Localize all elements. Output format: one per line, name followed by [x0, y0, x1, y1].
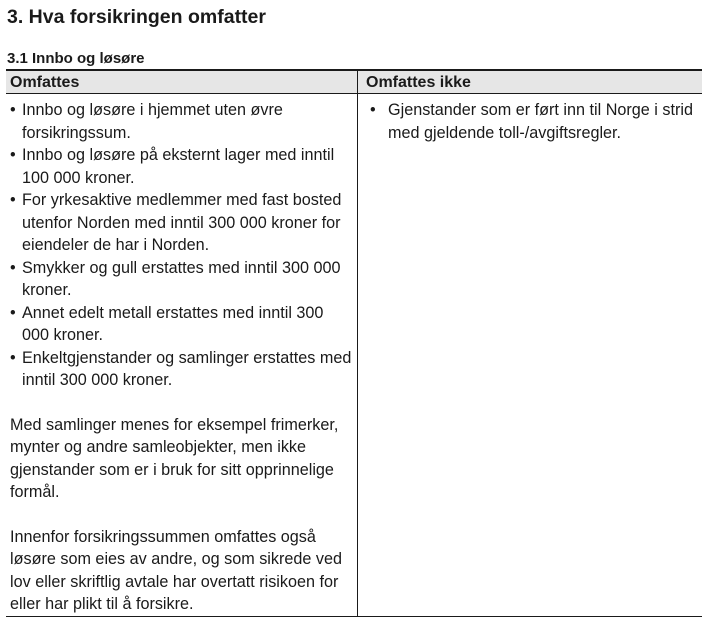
- bullet-icon: •: [10, 191, 16, 209]
- bullet-icon: •: [370, 101, 376, 119]
- coverage-table: [6, 69, 702, 617]
- list-item: [362, 99, 698, 144]
- covered-item-text: Enkeltgjenstander og samlinger erstattes med inntil 300 000 kroner.: [22, 348, 352, 389]
- covered-item-text: Innbo og løsøre på eksternt lager med inntil 100 000 kroner.: [22, 146, 335, 187]
- not-covered-cell: [358, 94, 703, 617]
- covered-item-text: Innbo og løsøre i hjemmet uten øvre forsikringssum.: [22, 101, 283, 142]
- section-title: 3. Hva forsikringen omfatter: [7, 6, 266, 28]
- bullet-icon: •: [10, 258, 16, 277]
- covered-item-text: Annet edelt metall erstattes med inntil 300 000 kroner.: [22, 303, 324, 344]
- covered-list: [10, 99, 353, 392]
- list-item: [10, 144, 353, 189]
- header-covered: Omfattes: [6, 70, 358, 94]
- bullet-icon: •: [10, 101, 16, 119]
- list-item: [10, 302, 353, 347]
- list-item: [10, 99, 353, 144]
- list-item: [10, 189, 353, 257]
- insured-sum-note: Innenfor forsikringssummen omfattes også løsøre som eies av andre, og som sikrede ved lov eller skriftlig avtale har overtatt risikoen for eller har plikt til å forsikre.: [10, 527, 342, 613]
- covered-item-text: For yrkesaktive medlemmer med fast bosted utenfor Norden med inntil 300 000 kroner for eiendeler de har i Norden.: [22, 191, 342, 254]
- list-item: [10, 257, 353, 302]
- covered-cell: [6, 94, 358, 617]
- table-header-row: [6, 70, 702, 94]
- not-covered-list: [362, 99, 698, 144]
- subsection-title: 3.1 Innbo og løsøre: [7, 50, 145, 67]
- not-covered-item-text: Gjenstander som er ført inn til Norge i strid med gjeldende toll-/avgiftsregler.: [388, 101, 693, 142]
- table-row: [6, 94, 702, 617]
- bullet-icon: •: [10, 348, 16, 367]
- list-item: [10, 347, 353, 392]
- bullet-icon: •: [10, 146, 16, 164]
- header-not-covered: Omfattes ikke: [358, 70, 703, 94]
- bullet-icon: •: [10, 303, 16, 322]
- collections-note: Med samlinger menes for eksempel frimerker, mynter og andre samleobjekter, men ikke gjenstander som er i bruk for sitt opprinnelige formål.: [10, 415, 339, 501]
- covered-item-text: Smykker og gull erstattes med inntil 300 000 kroner.: [22, 258, 341, 299]
